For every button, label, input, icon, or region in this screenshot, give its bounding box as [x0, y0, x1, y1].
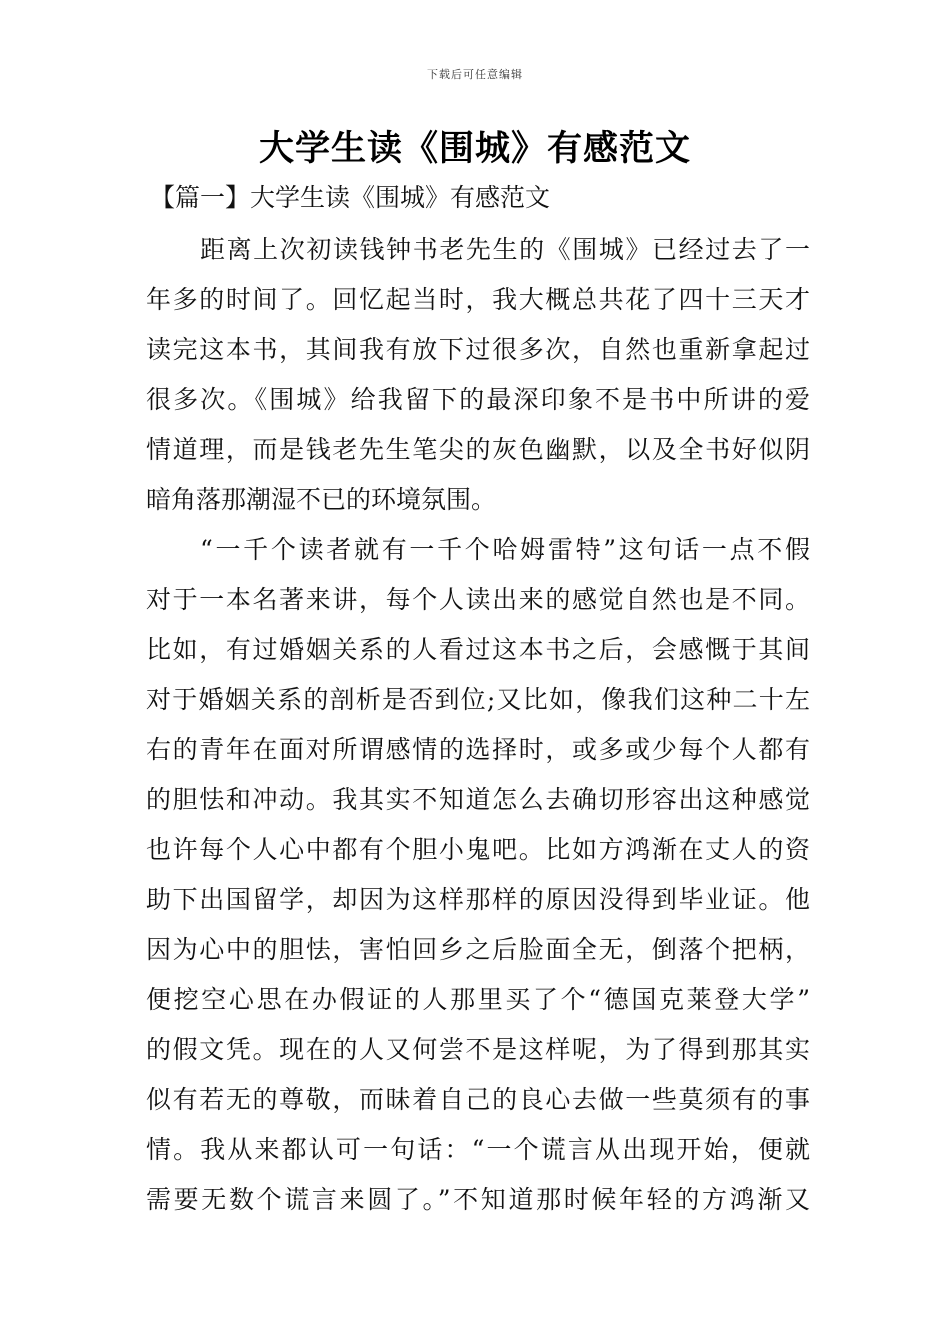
paragraph-line: 很多次。《围城》给我留下的最深印象不是书中所讲的爱	[146, 385, 810, 414]
paragraph-line: 年多的时间了。回忆起当时，我大概总共花了四十三天才	[146, 285, 810, 314]
paragraph-line: 似有若无的尊敬，而昧着自己的良心去做一些莫须有的事	[146, 1085, 810, 1114]
paragraph-line: 助下出国留学，却因为这样那样的原因没得到毕业证。他	[146, 885, 810, 914]
document-title: 大学生读《围城》有感范文	[258, 129, 691, 169]
paragraph-line: 暗角落那潮湿不已的环境氛围。	[146, 485, 497, 514]
paragraph-1	[146, 225, 810, 525]
paragraph-line: 也许每个人心中都有个胆小鬼吧。比如方鸿渐在丈人的资	[146, 835, 810, 864]
paragraph-line: 距离上次初读钱钟书老先生的《围城》已经过去了一	[200, 235, 810, 264]
paragraph-line: 对于婚姻关系的剖析是否到位;又比如，像我们这种二十左	[146, 685, 810, 714]
paragraph-line: 情道理，而是钱老先生笔尖的灰色幽默，以及全书好似阴	[146, 435, 810, 464]
paragraph-line: 因为心中的胆怯，害怕回乡之后脸面全无，倒落个把柄，	[146, 935, 810, 964]
paragraph-line: 右的青年在面对所谓感情的选择时，或多或少每个人都有	[146, 735, 810, 764]
paragraph-2	[146, 525, 810, 1225]
header-note: 下载后可任意编辑	[427, 68, 523, 81]
paragraph-line: 便挖空心思在办假证的人那里买了个“德国克莱登大学”	[146, 985, 810, 1014]
paragraph-line: 的假文凭。现在的人又何尝不是这样呢，为了得到那其实	[146, 1035, 810, 1064]
paragraph-line: 对于一本名著来讲，每个人读出来的感觉自然也是不同。	[146, 585, 810, 614]
paragraph-line: 的胆怯和冲动。我其实不知道怎么去确切形容出这种感觉	[146, 785, 810, 814]
paragraph-line: 情。我从来都认可一句话：“一个谎言从出现开始，便就	[146, 1135, 810, 1164]
section-heading: 【篇一】大学生读《围城》有感范文	[150, 183, 551, 212]
paragraph-line: 需要无数个谎言来圆了。”不知道那时候年轻的方鸿渐又	[146, 1185, 810, 1214]
paragraph-line: “一千个读者就有一千个哈姆雷特”这句话一点不假	[200, 535, 810, 564]
paragraph-line: 比如，有过婚姻关系的人看过这本书之后，会感慨于其间	[146, 635, 810, 664]
paragraph-line: 读完这本书，其间我有放下过很多次，自然也重新拿起过	[146, 335, 810, 364]
